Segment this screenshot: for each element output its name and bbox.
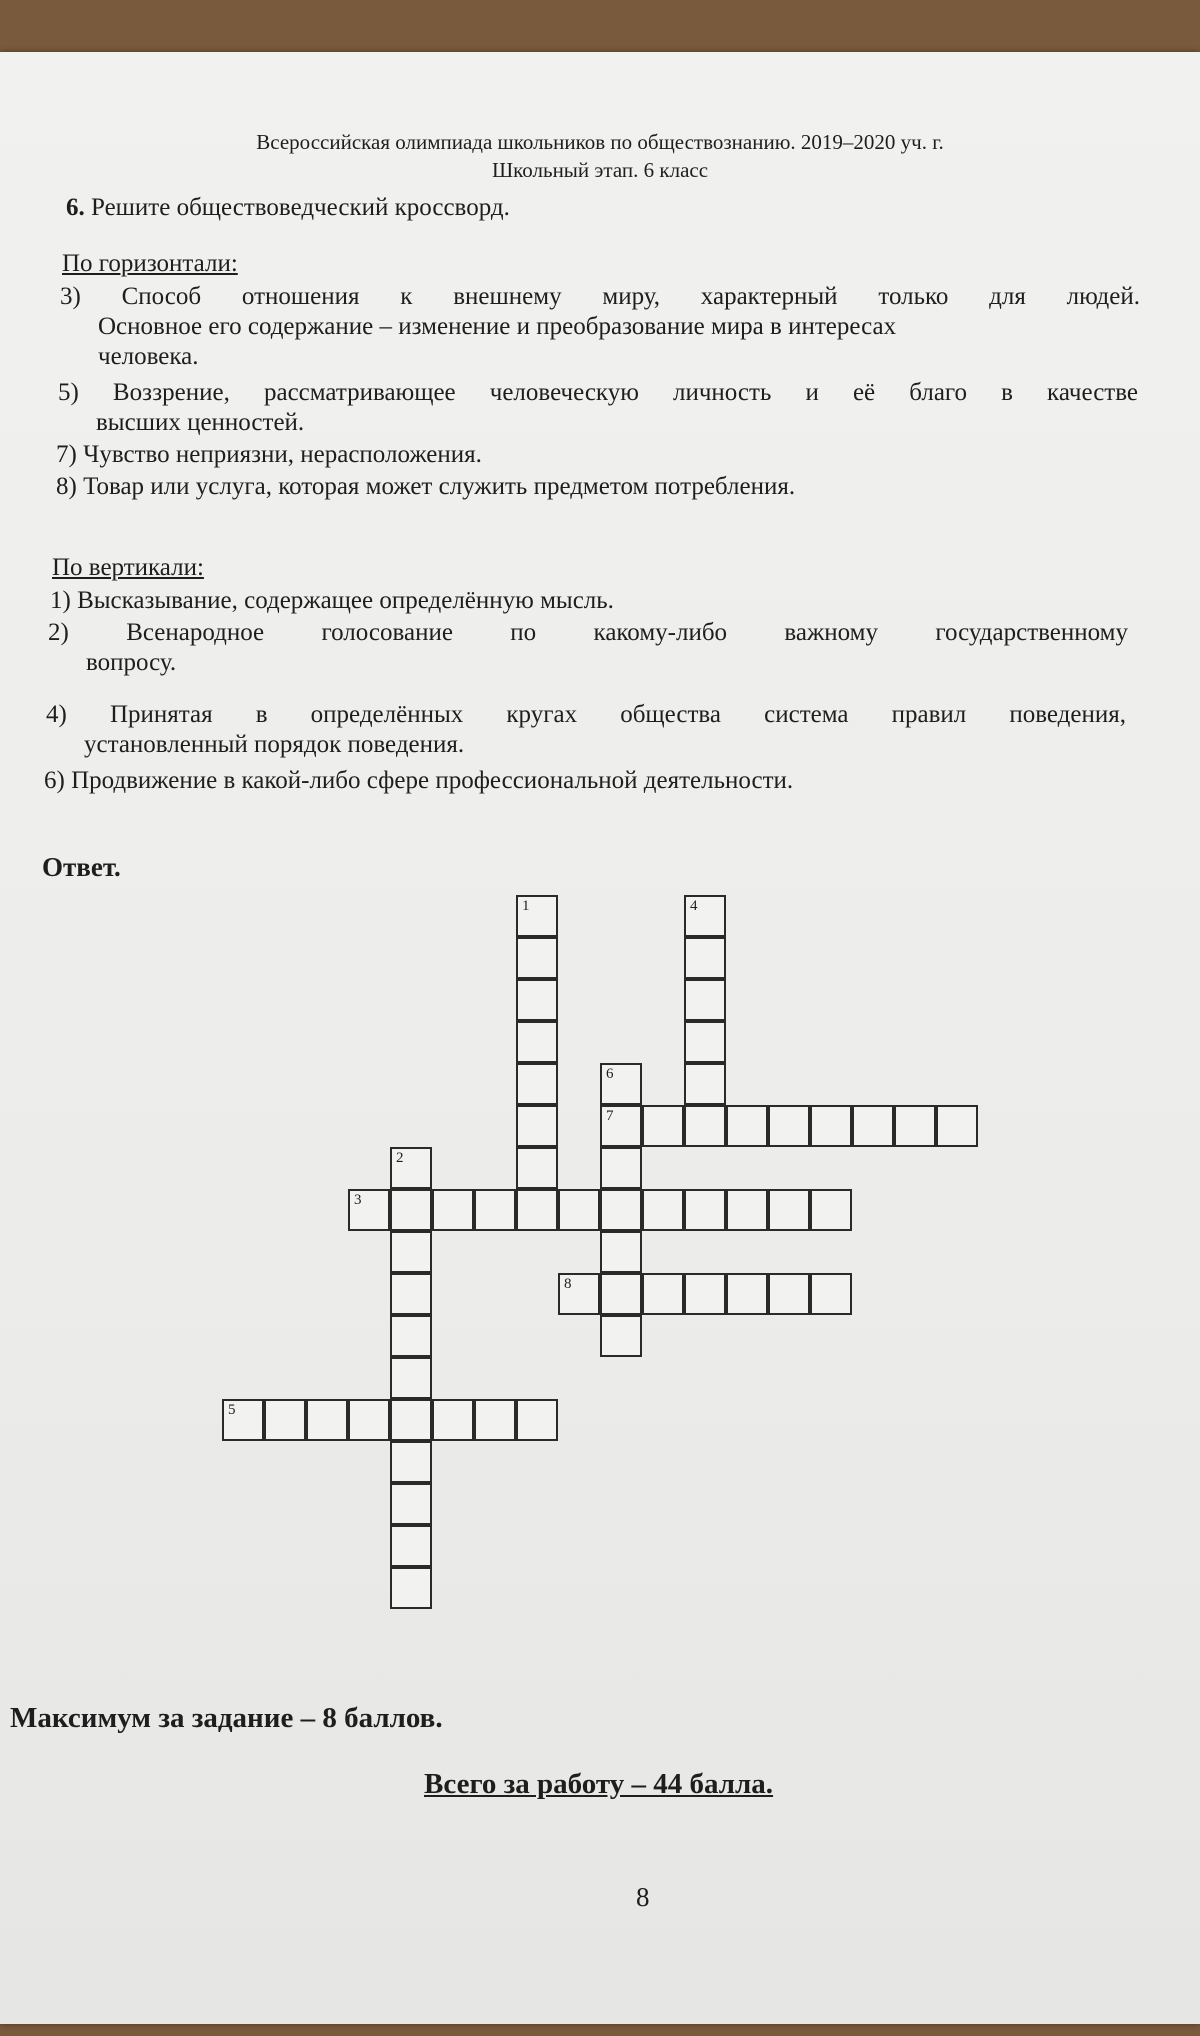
clue-number: 5	[228, 1402, 236, 1418]
total-score: Всего за работу – 44 балла.	[424, 1768, 774, 1800]
crossword-cell[interactable]	[642, 1189, 684, 1231]
crossword-cell[interactable]	[768, 1105, 810, 1147]
crossword-cell[interactable]	[390, 1147, 432, 1189]
crossword-cell[interactable]	[642, 1105, 684, 1147]
crossword-cell[interactable]	[810, 1189, 852, 1231]
task-heading	[66, 194, 510, 222]
crossword-cell[interactable]	[726, 1189, 768, 1231]
crossword-cell[interactable]	[684, 1273, 726, 1315]
clue-vertical-2	[48, 618, 1128, 678]
crossword-cell[interactable]	[516, 937, 558, 979]
crossword-cell[interactable]	[264, 1399, 306, 1441]
crossword-cell[interactable]	[348, 1399, 390, 1441]
clue-line: 3) Способ отношения к внешнему миру, характерный только для людей.	[60, 283, 1140, 310]
crossword-cell[interactable]	[642, 1273, 684, 1315]
clue-line: 7) Чувство неприязни, нерасположения.	[56, 441, 482, 468]
clue-vertical-4	[46, 700, 1126, 760]
answer-label: Ответ.	[42, 852, 121, 882]
clue-line: человека.	[98, 343, 199, 370]
crossword-cell[interactable]	[516, 1147, 558, 1189]
crossword-cell[interactable]	[684, 937, 726, 979]
crossword-cell[interactable]	[516, 1021, 558, 1063]
crossword-cell[interactable]	[516, 979, 558, 1021]
crossword-cell[interactable]	[390, 1273, 432, 1315]
clue-vertical-6	[44, 766, 1124, 796]
crossword-cell[interactable]	[390, 1441, 432, 1483]
crossword-cell[interactable]	[726, 1273, 768, 1315]
clue-number: 3	[354, 1192, 362, 1208]
crossword-cell[interactable]	[852, 1105, 894, 1147]
crossword-cell[interactable]	[306, 1399, 348, 1441]
crossword-cell[interactable]	[600, 1231, 642, 1273]
clue-vertical-1	[50, 586, 1130, 616]
crossword-cell[interactable]	[684, 895, 726, 937]
crossword-cell[interactable]	[600, 1105, 642, 1147]
clue-line: Основное его содержание – изменение и преобразование мира в интересах	[98, 313, 897, 340]
max-score: Максимум за задание – 8 баллов.	[10, 1702, 443, 1734]
crossword-cell[interactable]	[516, 1063, 558, 1105]
clue-line: 4) Принятая в определённых кругах общества система правил поведения,	[46, 701, 1126, 728]
crossword-cell[interactable]	[600, 1147, 642, 1189]
clue-line: 8) Товар или услуга, которая может служить предметом потребления.	[56, 473, 796, 500]
crossword-cell[interactable]	[516, 1399, 558, 1441]
crossword-cell[interactable]	[516, 895, 558, 937]
clue-line: 6) Продвижение в какой-либо сфере профессиональной деятельности.	[44, 767, 794, 794]
crossword-cell[interactable]	[390, 1525, 432, 1567]
clue-number: 8	[564, 1276, 572, 1292]
crossword-cell[interactable]	[684, 979, 726, 1021]
clue-number: 6	[606, 1066, 614, 1082]
crossword-cell[interactable]	[768, 1273, 810, 1315]
crossword-cell[interactable]	[684, 1189, 726, 1231]
task-number: 6.	[66, 194, 85, 221]
crossword-cell[interactable]	[810, 1273, 852, 1315]
crossword-cell[interactable]	[390, 1567, 432, 1609]
crossword-cell[interactable]	[684, 1105, 726, 1147]
clue-line: 5) Воззрение, рассматривающее человеческую личность и её благо в качестве	[58, 379, 1138, 406]
crossword-cell[interactable]	[600, 1189, 642, 1231]
vertical-title: По вертикали:	[52, 554, 204, 581]
crossword-cell[interactable]	[558, 1273, 600, 1315]
clue-horizontal-8	[56, 472, 1136, 502]
clue-line: 1) Высказывание, содержащее определённую мысль.	[50, 587, 614, 614]
clue-line: установленный порядок поведения.	[84, 731, 465, 758]
olympiad-header: Всероссийская олимпиада школьников по обществознанию. 2019–2020 уч. г.	[256, 130, 944, 154]
clue-number: 4	[690, 898, 698, 914]
crossword-cell[interactable]	[768, 1189, 810, 1231]
clue-number: 7	[606, 1108, 614, 1124]
crossword-cell[interactable]	[432, 1399, 474, 1441]
worksheet-page	[0, 52, 1200, 2024]
clue-number: 1	[522, 898, 530, 914]
crossword-cell[interactable]	[684, 1063, 726, 1105]
crossword-cell[interactable]	[600, 1063, 642, 1105]
crossword-cell[interactable]	[516, 1189, 558, 1231]
crossword-cell[interactable]	[390, 1315, 432, 1357]
clue-line: 2) Всенародное голосование по какому-либо важному государственному	[48, 619, 1128, 646]
horizontal-title: По горизонтали:	[62, 250, 238, 277]
page-number: 8	[636, 1882, 650, 1912]
crossword-cell[interactable]	[810, 1105, 852, 1147]
crossword-cell[interactable]	[222, 1399, 264, 1441]
crossword-cell[interactable]	[600, 1315, 642, 1357]
clue-horizontal-3	[60, 282, 1140, 372]
clue-horizontal-5	[58, 378, 1138, 438]
crossword-cell[interactable]	[432, 1189, 474, 1231]
clue-line: высших ценностей.	[96, 409, 305, 436]
crossword-cell[interactable]	[474, 1399, 516, 1441]
crossword-cell[interactable]	[390, 1483, 432, 1525]
clue-number: 2	[396, 1150, 404, 1166]
crossword-cell[interactable]	[390, 1189, 432, 1231]
clue-horizontal-7	[56, 440, 1136, 470]
crossword-cell[interactable]	[936, 1105, 978, 1147]
task-text: Решите обществоведческий кроссворд.	[91, 194, 510, 221]
crossword-cell[interactable]	[558, 1189, 600, 1231]
crossword-cell[interactable]	[390, 1399, 432, 1441]
crossword-cell[interactable]	[390, 1357, 432, 1399]
crossword-cell[interactable]	[348, 1189, 390, 1231]
crossword-cell[interactable]	[516, 1105, 558, 1147]
crossword-cell[interactable]	[390, 1231, 432, 1273]
crossword-cell[interactable]	[600, 1273, 642, 1315]
clue-line: вопросу.	[86, 649, 177, 676]
stage-header: Школьный этап. 6 класс	[491, 158, 709, 182]
crossword-cell[interactable]	[474, 1189, 516, 1231]
crossword-cell[interactable]	[726, 1105, 768, 1147]
crossword-cell[interactable]	[684, 1021, 726, 1063]
crossword-cell[interactable]	[894, 1105, 936, 1147]
